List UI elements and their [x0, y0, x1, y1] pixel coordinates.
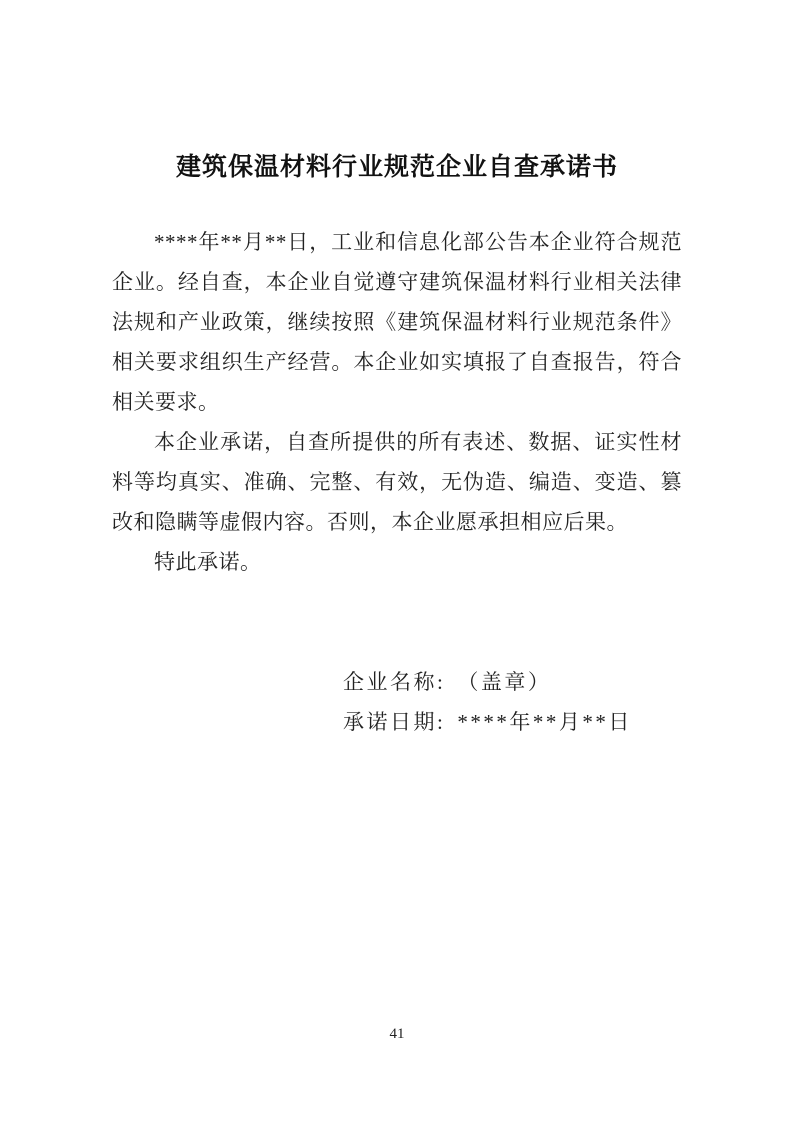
commitment-date-value: ****年**月**日: [457, 710, 632, 734]
company-seal-placeholder: （盖章）: [457, 670, 552, 694]
company-name-label: 企业名称:: [343, 670, 446, 694]
paragraph-compliance-statement: ****年**月**日，工业和信息化部公告本企业符合规范企业。经自查，本企业自觉遵守建筑保温材料行业相关法律法规和产业政策，继续按照《建筑保温材料行业规范条件》相关要求组织生产经营。本企业如实填报了自查报告，符合相关要求。: [112, 230, 682, 414]
document-title: 建筑保温材料行业规范企业自查承诺书: [175, 154, 618, 181]
commitment-date-label: 承诺日期:: [343, 710, 446, 734]
commitment-date-line: [343, 702, 632, 742]
document-body: [112, 222, 682, 582]
page-number: 41: [389, 1026, 405, 1042]
paragraph-commitment-statement: 本企业承诺，自查所提供的所有表述、数据、证实性材料等均真实、准确、完整、有效，无伪造、编造、变造、篡改和隐瞒等虚假内容。否则，本企业愿承担相应后果。: [112, 430, 682, 534]
signature-block: [343, 662, 632, 742]
paragraph-closing-statement: 特此承诺。: [154, 550, 262, 574]
company-name-line: [343, 662, 632, 702]
